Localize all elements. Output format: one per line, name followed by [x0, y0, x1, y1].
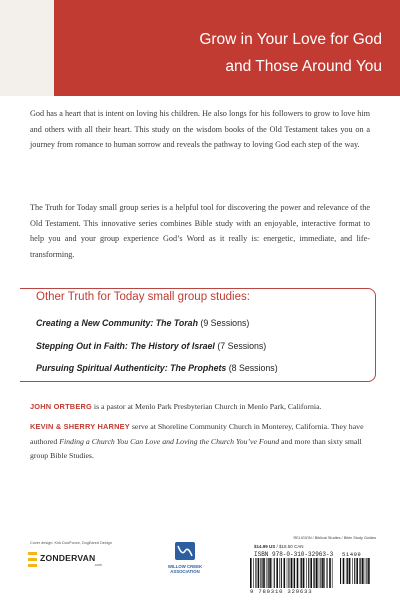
book-titles: Finding a Church You Can Love and Loving the Church You’ve Found [59, 436, 280, 446]
author-name: JOHN ORTBERG [30, 402, 92, 411]
publisher-suffix: .com [94, 563, 102, 567]
category-label: RELIGION / Biblical Studies / Bible Study Guides [293, 536, 376, 540]
addon-number: 51499 [342, 551, 362, 558]
ean-number: 9 780310 329633 [250, 588, 313, 595]
study-title: Creating a New Community: The Torah [36, 318, 198, 328]
ean-barcode [250, 558, 334, 588]
header-line-2: and Those Around You [225, 58, 382, 75]
author-bio-ortberg [30, 400, 375, 415]
publisher-name: ZONDERVAN [40, 553, 96, 563]
author-bio-text: and more than sixty small group Bible Studies. [30, 436, 362, 460]
price-us: $14.99 US [254, 544, 276, 549]
association-line-1: WILLOW CREEK [167, 564, 203, 569]
barcode-block [226, 536, 376, 594]
study-title: Pursuing Spiritual Authenticity: The Prophets [36, 363, 227, 373]
association-line-2: ASSOCIATION [170, 569, 200, 575]
header-banner [54, 0, 400, 96]
author-bio-text: is a pastor at Menlo Park Presbyterian Church in Menlo Park, California. [91, 402, 322, 411]
author-bio-text: serve at Shoreline Community Church in Monterey, California. They have authored [30, 422, 364, 446]
willow-creek-mark-icon [175, 542, 195, 560]
addon-barcode [340, 558, 370, 584]
study-item [36, 341, 266, 351]
study-sessions: (7 Sessions) [217, 341, 267, 351]
studies-heading: Other Truth for Today small group studies: [36, 291, 250, 303]
study-item [36, 363, 278, 373]
study-sessions: (9 Sessions) [200, 318, 250, 328]
isbn-label: ISBN 978-0-310-32963-3 [254, 551, 334, 558]
description-paragraph-1: God has a heart that is intent on loving his children. He also longs for his followers to grow to love him and others with all their heart. This study on the wisdom books of the Old Testament takes you on a journey from romance to human sorrow and reveals the pathway to loving God each step of the way. [30, 109, 370, 150]
author-bio-harney [30, 420, 375, 464]
zondervan-logo [28, 550, 124, 570]
author-name: KEVIN & SHERRY HARNEY [30, 422, 130, 431]
zondervan-mark-icon [28, 552, 37, 567]
willow-creek-logo [152, 542, 218, 588]
study-item [36, 318, 249, 328]
cover-credit: Cover design: Kirk DouPonce, DogEared Design [30, 541, 112, 545]
study-sessions: (8 Sessions) [228, 363, 278, 373]
header-line-1: Grow in Your Love for God [199, 31, 382, 48]
description-paragraph-2: The Truth for Today small group series is a helpful tool for discovering the power and relevance of the Old Testament. This innovative series combines Bible study with an enjoyable, interactive format to help you and your group experience God’s Word as it really is: energetic, immediate, and life-transforming. [30, 203, 370, 259]
price-label [254, 544, 304, 549]
study-title: Stepping Out in Faith: The History of Israel [36, 341, 215, 351]
price-can: / $18.50 CAN [275, 544, 304, 549]
